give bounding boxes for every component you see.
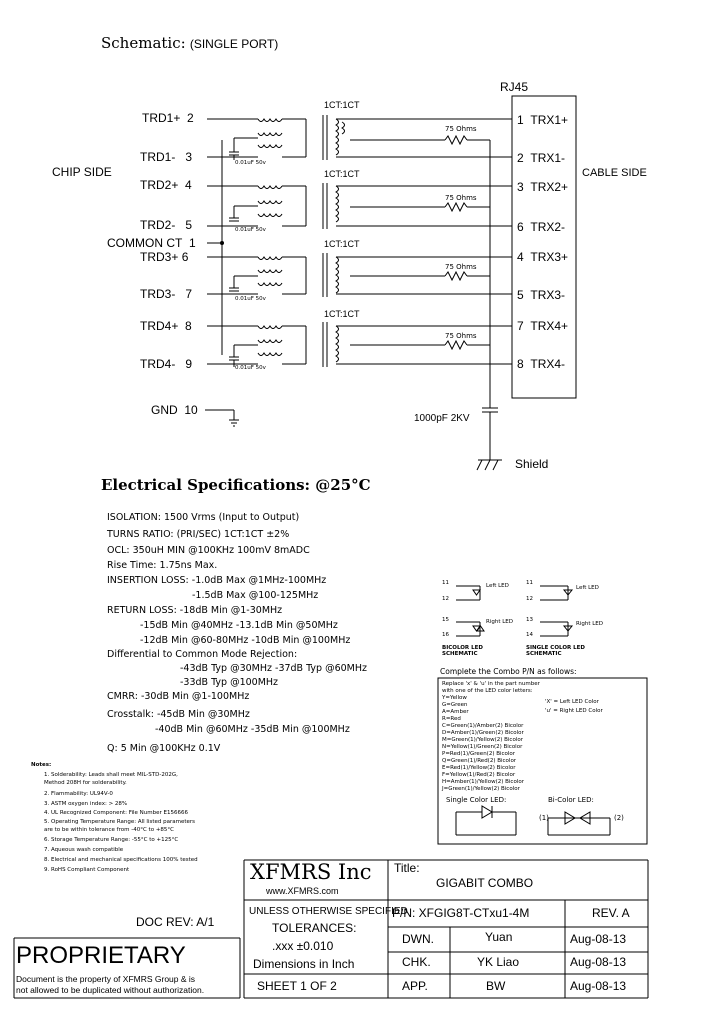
note-line: 4. UL Recognized Component: File Number E156666 [44, 810, 188, 816]
ratio-label-1: 1CT:1CT [324, 100, 360, 110]
led-pin: 15 [442, 617, 449, 623]
combo-line: Q=Green(1)/Red(2) Bicolor [442, 758, 517, 764]
right-pin-trx3p: 4 TRX3+ [517, 250, 569, 264]
chk-date: Aug-08-13 [570, 955, 627, 969]
note-line: are to be within tolerance from -40°C to +85°C [44, 827, 175, 833]
proprietary-text-1: Document is the property of XFMRS Group & is [16, 974, 196, 984]
sheet-number: SHEET 1 OF 2 [257, 979, 337, 993]
left-pin-trd1p: TRD1+ 2 [142, 111, 194, 125]
spec-line: Rise Time: 1.75ns Max. [107, 560, 218, 571]
bi-led-1: (1) [539, 814, 549, 822]
company-website: www.XFMRS.com [266, 886, 339, 896]
led-pin: 13 [526, 617, 533, 623]
left-pin-trd2p: TRD2+ 4 [140, 178, 192, 192]
chip-side-label: CHIP SIDE [52, 165, 112, 179]
cap-label-4: 0.01uF 50v [235, 365, 266, 371]
resistor-label-4: 75 Ohms [445, 332, 477, 340]
right-pin-trx4n: 8 TRX4- [517, 357, 566, 371]
left-pin-trd4n: TRD4- 9 [140, 357, 193, 371]
revision: REV. A [592, 906, 630, 920]
right-pin-trx1p: 1 TRX1+ [517, 113, 569, 127]
chk-name: YK Liao [477, 955, 520, 969]
left-pin-common-ct: COMMON CT 1 [107, 236, 196, 250]
combo-line: R=Red [442, 716, 461, 722]
note-line: 7. Aqueous wash compatible [44, 847, 124, 853]
spec-line: INSERTION LOSS: -1.0dB Max @1MHz-100MHz [107, 575, 327, 586]
combo-line: D=Amber(1)/Green(2) Bicolor [442, 730, 524, 736]
doc-revision: DOC REV: A/1 [136, 915, 215, 929]
right-pin-trx2n: 6 TRX2- [517, 220, 566, 234]
part-number: P/N: XFGIG8T-CTxu1-4M [392, 906, 530, 920]
left-pin-trd3p: TRD3+ 6 [140, 250, 189, 264]
right-pin-trx4p: 7 TRX4+ [517, 319, 569, 333]
x-note: 'X' = Left LED Color [545, 699, 599, 705]
combo-line: G=Green [442, 702, 468, 708]
spec-line: -12dB Min @60-80MHz -10dB Min @100MHz [140, 635, 351, 646]
combo-title: Complete the Combo P/N as follows: [440, 667, 577, 676]
led-pin: 11 [526, 580, 533, 586]
tolerances-label: TOLERANCES: [272, 921, 357, 935]
tolerance-value: .xxx ±0.010 [272, 939, 334, 953]
chk-label: CHK. [402, 955, 431, 969]
note-line: 9. RoHS Compliant Component [44, 867, 130, 873]
app-date: Aug-08-13 [570, 979, 627, 993]
combo-line: F=Yellow(1)/Red(2) Bicolor [442, 772, 516, 778]
bicolor-caption: BICOLOR LED SCHEMATIC [442, 645, 483, 657]
combo-line: M=Green(1)/Yellow(2) Bicolor [442, 737, 523, 743]
note-line: 1. Solderability: Leads shall meet MIL-STD-202G, [44, 772, 178, 778]
ratio-label-2: 1CT:1CT [324, 169, 360, 179]
bi-led-2: (2) [614, 814, 624, 822]
combo-line: P=Red(1)/Green(2) Bicolor [442, 751, 516, 757]
title-value: GIGABIT COMBO [436, 876, 534, 890]
electrical-title: Electrical Specifications: @25°C [101, 476, 371, 494]
resistor-label-2: 75 Ohms [445, 194, 477, 202]
combo-line: E=Red(1)/Yellow(2) Bicolor [442, 765, 516, 771]
ratio-label-4: 1CT:1CT [324, 309, 360, 319]
note-line: 8. Electrical and mechanical specifications 100% tested [44, 857, 198, 863]
left-pin-trd3n: TRD3- 7 [140, 287, 193, 301]
spec-line: Q: 5 Min @100KHz 0.1V [107, 743, 221, 754]
left-led-label-r: Left LED [576, 585, 599, 591]
single-color-led-label: Single Color LED: [446, 796, 507, 804]
note-line: 2. Flammability: UL94V-0 [44, 791, 113, 797]
spec-line: -33dB Typ @100MHz [180, 677, 279, 688]
rj45-connector-box [512, 96, 576, 398]
combo-line: J=Green(1)/Yellow(2) Bicolor [442, 786, 520, 792]
company-name: XFMRS Inc [250, 860, 372, 884]
resistor-label-1: 75 Ohms [445, 125, 477, 133]
left-pin-trd2n: TRD2- 5 [140, 218, 193, 232]
schematic-subtitle: (SINGLE PORT) [189, 37, 279, 51]
combo-line: C=Green(1)/Amber(2) Bicolor [442, 723, 524, 729]
spec-line: OCL: 350uH MIN @100KHz 100mV 8mADC [107, 545, 310, 556]
dwn-name: Yuan [485, 930, 513, 944]
led-pin: 14 [526, 632, 533, 638]
right-pin-trx2p: 3 TRX2+ [517, 180, 569, 194]
left-pin-trd4p: TRD4+ 8 [140, 319, 192, 333]
note-line: Method 208H for solderability. [44, 780, 127, 786]
notes-title: Notes: [31, 762, 52, 768]
spec-line: Crosstalk: -45dB Min @30MHz [107, 709, 250, 720]
schematic-title [101, 36, 278, 51]
spec-line: -43dB Typ @30MHz -37dB Typ @60MHz [180, 663, 368, 674]
hv-cap-label: 1000pF 2KV [414, 413, 470, 424]
proprietary-text-2: not allowed to be duplicated without authorization. [16, 985, 205, 995]
combo-line: Y=Yellow [442, 695, 467, 701]
bi-color-led-label: Bi-Color LED: [548, 796, 594, 804]
combo-line: N=Yellow(1)/Green(2) Bicolor [442, 744, 523, 750]
cable-side-label: CABLE SIDE [582, 167, 647, 179]
unless-text: UNLESS OTHERWISE SPECIFIED [249, 906, 408, 917]
ratio-label-3: 1CT:1CT [324, 239, 360, 249]
note-line: 5. Operating Temperature Range: All listed parameters [44, 819, 196, 825]
proprietary-heading: PROPRIETARY [16, 942, 186, 969]
app-label: APP. [402, 979, 428, 993]
spec-line: -1.5dB Max @100-125MHz [192, 590, 319, 601]
combo-line: H=Amber(1)/Yellow(2) Bicolor [442, 779, 524, 785]
rj45-label: RJ45 [500, 80, 529, 94]
spec-line: ISOLATION: 1500 Vrms (Input to Output) [107, 512, 300, 523]
dims-text: Dimensions in Inch [253, 957, 355, 971]
spec-line: -40dB Min @60MHz -35dB Min @100MHz [155, 724, 350, 735]
combo-line: Replace 'x' & 'u' in the part number [442, 681, 540, 687]
combo-line: A=Amber [442, 709, 469, 715]
note-line: 3. ASTM oxygen index: > 28% [44, 801, 128, 807]
dwn-date: Aug-08-13 [570, 932, 627, 946]
right-pin-trx3n: 5 TRX3- [517, 288, 566, 302]
cap-label-2: 0.01uF 50v [235, 227, 266, 233]
spec-line: RETURN LOSS: -18dB Min @1-30MHz [107, 605, 283, 616]
u-note: 'u' = Right LED Color [545, 708, 603, 714]
led-pin: 11 [442, 580, 449, 586]
left-pin-gnd: GND 10 [151, 403, 198, 417]
right-led-label-r: Right LED [576, 621, 604, 627]
led-pin: 12 [442, 596, 449, 602]
cap-label-3: 0.01uF 50v [235, 296, 266, 302]
schematic-title-label: Schematic: [101, 34, 186, 52]
led-pin: 16 [442, 632, 449, 638]
note-line: 6. Storage Temperature Range: -55°C to +125°C [44, 837, 179, 843]
title-label: Title: [394, 861, 420, 875]
left-pin-trd1n: TRD1- 3 [140, 150, 193, 164]
app-name: BW [486, 979, 506, 993]
shield-label: Shield [515, 457, 549, 471]
combo-line: with one of the LED color letters: [442, 688, 533, 694]
right-pin-trx1n: 2 TRX1- [517, 151, 566, 165]
single-caption: SINGLE COLOR LED SCHEMATIC [526, 645, 585, 657]
spec-line: Differential to Common Mode Rejection: [107, 649, 298, 660]
spec-line: TURNS RATIO: (PRI/SEC) 1CT:1CT ±2% [107, 529, 290, 540]
cap-label-1: 0.01uF 50v [235, 160, 266, 166]
led-pin: 12 [526, 596, 533, 602]
spec-line: CMRR: -30dB Min @1-100MHz [107, 691, 250, 702]
spec-line: -15dB Min @40MHz -13.1dB Min @50MHz [140, 620, 338, 631]
resistor-label-3: 75 Ohms [445, 263, 477, 271]
dwn-label: DWN. [402, 932, 434, 946]
right-led-label: Right LED [486, 619, 514, 625]
left-led-label: Left LED [486, 583, 509, 589]
